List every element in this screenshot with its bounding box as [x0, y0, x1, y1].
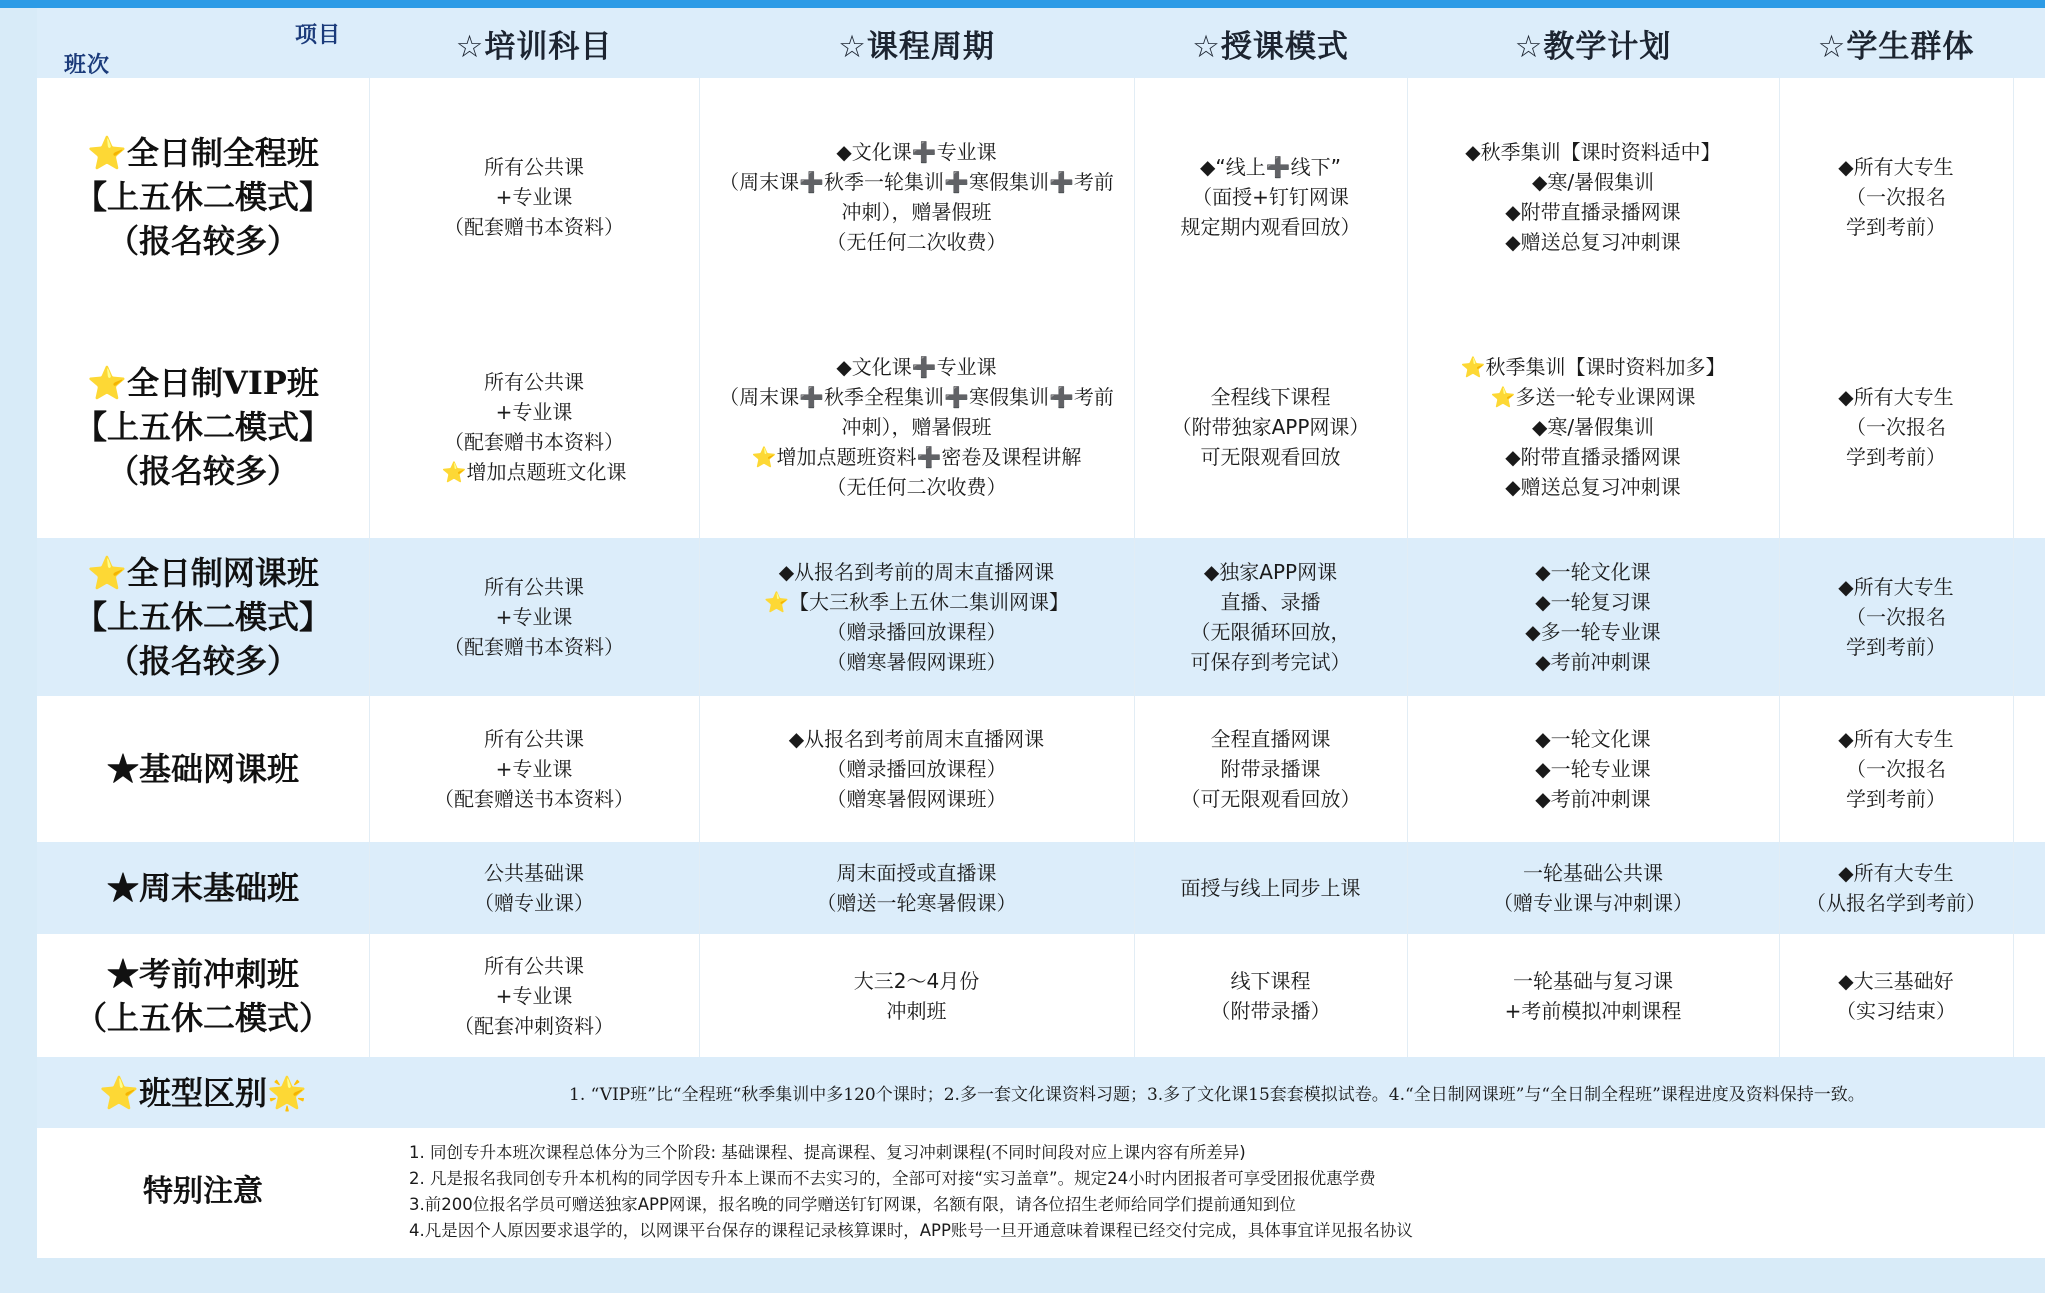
mode-cell [1134, 934, 1407, 1057]
table-row [37, 78, 2045, 315]
subjects-line: （赠专业课） [474, 891, 594, 915]
cycle-line: 冲刺班 [886, 998, 947, 1023]
students-line: ◆所有大专生 [1838, 575, 1954, 599]
notes-label-cell [37, 1128, 369, 1255]
column-divider [1779, 315, 1780, 538]
class-name-cell [37, 842, 369, 934]
mode-line: （可无限观看回放） [1180, 787, 1361, 811]
header-diagonal-cell [37, 8, 369, 78]
mode-line: （面授+钉钉网课 [1192, 184, 1349, 209]
subjects-cell [369, 934, 699, 1057]
header-label-class: 班次 [64, 53, 111, 78]
students-line: ◆所有大专生 [1838, 384, 1954, 409]
class-name-line: ⭐全日制网课班 [87, 554, 319, 592]
difference-label: ⭐班型区别🌟 [99, 1073, 307, 1112]
plan-line: +考前模拟冲刺课程 [1504, 998, 1682, 1023]
students-cell [1779, 538, 2013, 696]
top-accent-bar [0, 0, 2045, 8]
cycle-line: ⭐增加点题班资料➕密卷及课程讲解 [751, 444, 1082, 469]
plan-line: ◆考前冲刺课 [1535, 650, 1651, 674]
plan-line: ◆附带直播录播网课 [1505, 444, 1681, 469]
students-cell [1779, 78, 2013, 315]
cycle-cell [699, 934, 1134, 1057]
plan-line: ◆寒/暑假集训 [1531, 414, 1655, 439]
column-divider [699, 696, 700, 842]
mode-line: （附带独家APP网课） [1171, 414, 1370, 439]
class-name-cell [37, 538, 369, 696]
subjects-line: 所有公共课 [484, 369, 584, 394]
column-divider [1779, 78, 1780, 315]
class-name-line: ⭐全日制全程班 [87, 133, 319, 172]
column-divider [2013, 315, 2014, 538]
table-row [37, 934, 2045, 1057]
column-divider [369, 538, 370, 696]
subjects-line: （配套赠书本资料） [444, 214, 624, 239]
plan-line: ◆赠送总复习冲刺课 [1505, 229, 1681, 254]
students-line: ◆大三基础好 [1838, 968, 1954, 993]
cycle-line: （赠寒暑假网课班） [826, 787, 1007, 811]
subjects-cell [369, 315, 699, 538]
plan-line: 一轮基础与复习课 [1513, 968, 1673, 993]
subjects-line: （配套赠书本资料） [444, 429, 624, 454]
notes-line: 3.前200位报名学员可赠送独家APP网课，报名晚的同学赠送钉钉网课，名额有限，请各位招生老师给同学们提前通知到位 [409, 1194, 1296, 1214]
plan-cell [1407, 696, 1779, 842]
column-divider [1407, 842, 1408, 934]
subjects-cell [369, 538, 699, 696]
subjects-line: （配套赠送书本资料） [434, 787, 634, 811]
header-cycle: ☆课程周期 [838, 28, 995, 65]
subjects-line: 所有公共课 [484, 575, 584, 599]
class-name-line: （报名较多） [106, 451, 299, 490]
students-cell [1779, 842, 2013, 934]
plan-line: ◆一轮文化课 [1535, 560, 1651, 584]
table-row [37, 538, 2045, 696]
notes-line: 1. 同创专升本班次课程总体分为三个阶段: 基础课程、提高课程、复习冲刺课程(不同时间段对应上课内容有所差异) [409, 1142, 1246, 1162]
cycle-line: ◆文化课➕专业课 [836, 139, 997, 164]
subjects-line: ⭐增加点题班文化课 [441, 459, 627, 484]
column-divider [699, 842, 700, 934]
column-divider [1779, 538, 1780, 696]
students-line: ◆所有大专生 [1838, 861, 1954, 885]
cycle-line: 周末面授或直播课 [836, 861, 997, 885]
table-row [37, 696, 2045, 842]
class-name-line: 【上五休二模式】 [74, 407, 331, 446]
students-cell [1779, 315, 2013, 538]
subjects-line: 所有公共课 [484, 727, 584, 751]
column-divider [369, 842, 370, 934]
plan-cell [1407, 842, 1779, 934]
plan-line: ◆寒/暑假集训 [1531, 169, 1655, 194]
column-divider [369, 315, 370, 538]
header-subjects: ☆培训科目 [455, 28, 613, 65]
column-divider [1134, 78, 1135, 315]
mode-cell [1134, 315, 1407, 538]
mode-line: 附带录播课 [1220, 757, 1321, 781]
cycle-cell [699, 696, 1134, 842]
column-divider [1407, 696, 1408, 842]
column-divider [1407, 315, 1408, 538]
difference-text-cell [369, 1057, 2045, 1128]
mode-line: 全程线下课程 [1210, 384, 1331, 409]
cycle-line: （无任何二次收费） [826, 229, 1007, 254]
column-divider [1407, 934, 1408, 1057]
header-label-item: 项目 [295, 23, 342, 48]
column-divider [1134, 934, 1135, 1057]
table-row [37, 315, 2045, 538]
mode-line: 直播、录播 [1220, 590, 1321, 614]
notes-text-cell [369, 1128, 2045, 1255]
cycle-line: （周末课➕秋季全程集训➕寒假集训➕考前 [719, 384, 1114, 409]
column-divider [1407, 538, 1408, 696]
students-line: （一次报名 [1846, 605, 1946, 629]
plan-line: ◆秋季集训【课时资料适中】 [1465, 139, 1721, 164]
subjects-line: （配套冲刺资料） [454, 1013, 614, 1038]
difference-row [37, 1057, 2045, 1128]
column-divider [2013, 78, 2014, 315]
column-divider [369, 696, 370, 842]
cycle-line: （赠录播回放课程） [826, 620, 1007, 644]
subjects-line: +专业课 [495, 399, 573, 424]
subjects-line: +专业课 [495, 983, 573, 1008]
mode-line: 线下课程 [1230, 968, 1311, 993]
students-line: （实习结束） [1836, 998, 1956, 1023]
cycle-line: （周末课➕秋季一轮集训➕寒假集训➕考前 [719, 169, 1114, 194]
column-divider [699, 934, 700, 1057]
column-divider [2013, 842, 2014, 934]
cycle-line: （赠寒暑假网课班） [826, 650, 1007, 674]
plan-line: ◆多一轮专业课 [1525, 620, 1661, 644]
cycle-line: （赠录播回放课程） [826, 757, 1007, 781]
students-line: 学到考前） [1846, 635, 1946, 659]
class-name-cell [37, 78, 369, 315]
cycle-line: 大三2～4月份 [853, 968, 980, 993]
header-mode: ☆授课模式 [1192, 28, 1349, 65]
class-name-line: （报名较多） [106, 221, 299, 260]
subjects-line: （配套赠书本资料） [444, 635, 624, 659]
column-divider [699, 538, 700, 696]
plan-line: （赠专业课与冲刺课） [1493, 891, 1693, 915]
column-divider [1779, 934, 1780, 1057]
plan-line: ◆一轮专业课 [1535, 757, 1651, 781]
cycle-line: ◆从报名到考前周末直播网课 [788, 727, 1045, 751]
header-plan: ☆教学计划 [1514, 28, 1672, 65]
class-name-line: （报名较多） [106, 642, 299, 680]
mode-line: 规定期内观看回放） [1180, 214, 1361, 239]
subjects-line: 公共基础课 [484, 861, 584, 885]
plan-line: ◆一轮复习课 [1535, 590, 1651, 614]
difference-label-cell [37, 1057, 369, 1128]
plan-line: ◆赠送总复习冲刺课 [1505, 474, 1681, 499]
plan-cell [1407, 315, 1779, 538]
students-line: （从报名学到考前） [1806, 891, 1986, 915]
mode-line: 面授与线上同步上课 [1180, 876, 1361, 900]
subjects-line: 所有公共课 [484, 154, 584, 179]
mode-cell [1134, 696, 1407, 842]
column-divider [699, 315, 700, 538]
class-name-line: 【上五休二模式】 [74, 598, 331, 636]
class-name-line: （上五休二模式） [74, 998, 331, 1037]
class-name-cell [37, 934, 369, 1057]
header-students: ☆学生群体 [1817, 28, 1975, 65]
cycle-cell [699, 842, 1134, 934]
cycle-cell [699, 315, 1134, 538]
column-divider [369, 78, 370, 315]
plan-cell [1407, 78, 1779, 315]
cycle-line: （赠送一轮寒暑假课） [816, 891, 1017, 915]
notes-line: 4.凡是因个人原因要求退学的，以网课平台保存的课程记录核算课时，APP账号一旦开通意味着课程已经交付完成，具体事宜详见报名协议 [409, 1220, 1413, 1240]
students-line: 学到考前） [1846, 214, 1946, 239]
mode-cell [1134, 78, 1407, 315]
students-line: （一次报名 [1846, 757, 1946, 781]
students-line: （一次报名 [1846, 414, 1946, 439]
students-line: ◆所有大专生 [1838, 154, 1954, 179]
class-name-line: ★考前冲刺班 [106, 954, 299, 993]
notes-line: 2. 凡是报名我同创专升本机构的同学因专升本上课而不去实习的，全部可对接“实习盖章”。规定24小时内团报者可享受团报优惠学费 [409, 1168, 1376, 1188]
table-header-row [37, 8, 2045, 78]
difference-text: 1. “VIP班”比“全程班“秋季集训中多120个课时；2.多一套文化课资料习题；3.多了文化课15套套模拟试卷。4.“全日制网课班”与“全日制全程班”课程进度及资料保持一致。 [569, 1085, 1865, 1105]
column-divider [1779, 696, 1780, 842]
cycle-line: ◆文化课➕专业课 [836, 354, 997, 379]
class-name-cell [37, 696, 369, 842]
cycle-line: ⭐【大三秋季上五休二集训网课】 [764, 590, 1069, 614]
class-name-line: ★周末基础班 [106, 869, 299, 907]
plan-cell [1407, 934, 1779, 1057]
plan-line: ◆考前冲刺课 [1535, 787, 1651, 811]
cycle-line: ◆从报名到考前的周末直播网课 [778, 560, 1055, 584]
mode-line: （附带录播） [1210, 998, 1331, 1023]
plan-line: ◆一轮文化课 [1535, 727, 1651, 751]
notes-row [37, 1128, 2045, 1255]
mode-line: （无限循环回放， [1190, 620, 1351, 644]
cycle-line: 冲刺），赠暑假班 [841, 414, 992, 439]
class-name-line: ⭐全日制VIP班 [87, 363, 319, 402]
mode-cell [1134, 538, 1407, 696]
column-divider [2013, 538, 2014, 696]
mode-line: 可保存到考完试） [1190, 650, 1351, 674]
subjects-cell [369, 696, 699, 842]
notes-label: 特别注意 [143, 1173, 263, 1209]
subjects-line: +专业课 [495, 757, 573, 781]
students-line: 学到考前） [1846, 444, 1946, 469]
subjects-line: 所有公共课 [484, 953, 584, 978]
subjects-line: +专业课 [495, 605, 573, 629]
mode-line: 可无限观看回放 [1200, 444, 1341, 469]
plan-line: 一轮基础公共课 [1523, 861, 1663, 885]
subjects-line: +专业课 [495, 184, 573, 209]
column-divider [1407, 78, 1408, 315]
plan-line: ⭐多送一轮专业课网课 [1490, 384, 1696, 409]
class-name-line: 【上五休二模式】 [74, 177, 331, 216]
cycle-line: 冲刺），赠暑假班 [841, 199, 992, 224]
cycle-cell [699, 538, 1134, 696]
column-divider [1134, 842, 1135, 934]
mode-cell [1134, 842, 1407, 934]
plan-line: ◆附带直播录播网课 [1505, 199, 1681, 224]
column-divider [2013, 934, 2014, 1057]
column-divider [699, 78, 700, 315]
cycle-cell [699, 78, 1134, 315]
column-divider [1134, 538, 1135, 696]
students-cell [1779, 696, 2013, 842]
mode-line: ◆独家APP网课 [1203, 560, 1338, 584]
subjects-cell [369, 842, 699, 934]
column-divider [1134, 696, 1135, 842]
column-divider [2013, 696, 2014, 842]
column-divider [1779, 842, 1780, 934]
table-row [37, 842, 2045, 934]
column-divider [1134, 315, 1135, 538]
plan-cell [1407, 538, 1779, 696]
subjects-cell [369, 78, 699, 315]
class-name-line: ★基础网课班 [106, 750, 299, 788]
class-name-cell [37, 315, 369, 538]
students-line: （一次报名 [1846, 184, 1946, 209]
students-line: 学到考前） [1846, 787, 1946, 811]
cycle-line: （无任何二次收费） [826, 474, 1007, 499]
mode-line: ◆“线上➕线下” [1199, 154, 1341, 179]
mode-line: 全程直播网课 [1210, 727, 1331, 751]
plan-line: ⭐秋季集训【课时资料加多】 [1460, 354, 1726, 379]
column-divider [369, 934, 370, 1057]
students-cell [1779, 934, 2013, 1057]
students-line: ◆所有大专生 [1838, 727, 1954, 751]
